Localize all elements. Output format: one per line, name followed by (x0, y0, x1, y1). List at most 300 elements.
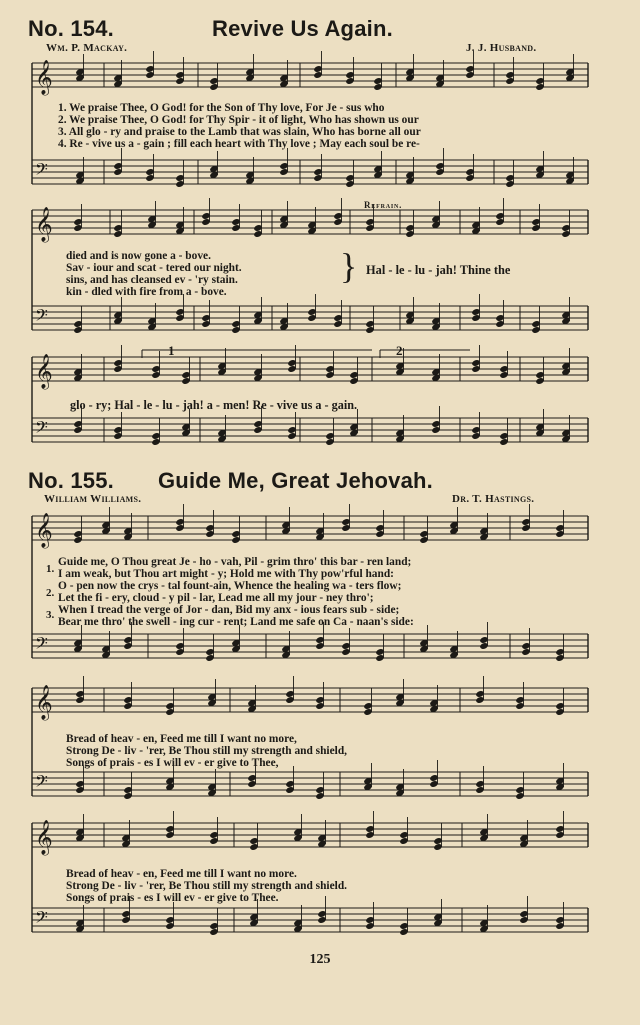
hymn-155-s2-line-3: Songs of prais - es I will ev - er give to Thee, (66, 757, 279, 769)
notehead (175, 518, 184, 526)
notehead (245, 74, 254, 82)
notehead (471, 365, 480, 373)
stanza-number-3: 3. (46, 609, 55, 621)
notehead (181, 429, 190, 437)
notehead (279, 168, 288, 176)
notehead (435, 168, 444, 176)
notehead (279, 317, 288, 325)
notehead (341, 648, 350, 656)
notehead (205, 648, 214, 656)
notehead (365, 825, 374, 833)
notehead (431, 374, 440, 382)
notehead (145, 71, 154, 79)
bass-clef-icon: 𝄢 (35, 159, 48, 183)
notehead (475, 696, 484, 704)
notehead (123, 696, 132, 704)
treble-clef-icon: 𝄞 (35, 207, 53, 242)
notehead (113, 168, 122, 176)
notehead (317, 834, 326, 842)
notehead (475, 780, 484, 788)
notehead (209, 83, 218, 91)
hymn-155-s2-line-2: Strong De - liv - 'rer, Be Thou still my strength and shield, (66, 745, 347, 757)
notehead (471, 221, 480, 229)
notehead (231, 645, 240, 653)
notehead (279, 162, 288, 170)
notehead (325, 438, 334, 446)
notehead (175, 180, 184, 188)
notehead (435, 80, 444, 88)
notehead (123, 792, 132, 800)
notehead (175, 642, 184, 650)
treble-clef-icon: 𝄞 (35, 60, 53, 95)
bass-clef-icon: 𝄢 (35, 771, 48, 795)
notehead (399, 831, 408, 839)
notehead (75, 696, 84, 704)
notehead (429, 780, 438, 788)
notehead (147, 215, 156, 223)
notehead (201, 218, 210, 226)
notehead (341, 642, 350, 650)
notehead (75, 690, 84, 698)
notehead (113, 162, 122, 170)
notehead (73, 326, 82, 334)
notehead (419, 536, 428, 544)
notehead (317, 916, 326, 924)
notehead (315, 533, 324, 541)
h154-s1-bass-staff (32, 160, 588, 184)
notehead (307, 308, 316, 316)
notehead (345, 180, 354, 188)
notehead (395, 429, 404, 437)
notehead (555, 524, 564, 532)
notehead (465, 71, 474, 79)
notehead (395, 362, 404, 370)
h155-s1-bass-staff (32, 634, 588, 658)
notehead (113, 317, 122, 325)
notehead (217, 362, 226, 370)
notehead (293, 925, 302, 933)
notehead (75, 780, 84, 788)
notehead (449, 651, 458, 659)
notehead (253, 426, 262, 434)
notehead (341, 518, 350, 526)
notehead (281, 521, 290, 529)
notehead (307, 227, 316, 235)
hymn-154-s2-line-3: sins, and has cleansed ev - 'ry stain. (66, 274, 238, 286)
notehead (217, 368, 226, 376)
notehead (231, 320, 240, 328)
notehead (281, 527, 290, 535)
notehead (449, 645, 458, 653)
notehead (121, 916, 130, 924)
notehead (535, 429, 544, 437)
notehead (217, 435, 226, 443)
notehead (561, 435, 570, 443)
notehead (373, 77, 382, 85)
notehead (433, 843, 442, 851)
notehead (435, 162, 444, 170)
notehead (395, 435, 404, 443)
notehead (247, 699, 256, 707)
notehead (75, 786, 84, 794)
notehead (471, 227, 480, 235)
notehead (113, 311, 122, 319)
refrain-label: Refrain. (364, 200, 403, 210)
hymn-155-line-1: Guide me, O Thou great Je - ho - vah, Pil - grim thro' this bar - ren land; (58, 556, 412, 568)
notehead (73, 645, 82, 653)
notehead (561, 230, 570, 238)
notehead (205, 654, 214, 662)
notehead (399, 928, 408, 936)
notehead (231, 530, 240, 538)
notehead (113, 426, 122, 434)
notehead (325, 371, 334, 379)
notehead (365, 320, 374, 328)
notehead (73, 536, 82, 544)
notehead (113, 359, 122, 367)
notehead (209, 928, 218, 936)
notehead (555, 648, 564, 656)
h154-s2-treble-staff (32, 210, 588, 234)
notehead (519, 910, 528, 918)
bass-clef-icon: 𝄢 (35, 633, 48, 657)
notehead (561, 311, 570, 319)
notehead (375, 654, 384, 662)
notehead (231, 326, 240, 334)
notehead (147, 317, 156, 325)
notehead (307, 314, 316, 322)
notehead (123, 533, 132, 541)
notehead (279, 323, 288, 331)
notehead (373, 83, 382, 91)
notehead (405, 317, 414, 325)
notehead (147, 323, 156, 331)
hymn-154-title: Revive Us Again. (212, 16, 393, 41)
notehead (231, 536, 240, 544)
notehead (249, 843, 258, 851)
notehead (73, 224, 82, 232)
h155-s2-treble-staff (32, 688, 588, 712)
notehead (165, 702, 174, 710)
hymn-155-title: Guide Me, Great Jehovah. (158, 468, 433, 493)
notehead (365, 831, 374, 839)
notehead (535, 77, 544, 85)
notehead (555, 922, 564, 930)
notehead (565, 68, 574, 76)
notehead (521, 518, 530, 526)
notehead (325, 365, 334, 373)
notehead (349, 377, 358, 385)
notehead (349, 429, 358, 437)
notehead (145, 168, 154, 176)
notehead (253, 368, 262, 376)
refrain-lyric: Hal - le - lu - jah! Thine the (366, 263, 511, 277)
notehead (499, 371, 508, 379)
notehead (287, 426, 296, 434)
notehead (521, 642, 530, 650)
notehead (405, 68, 414, 76)
notehead (315, 527, 324, 535)
notehead (495, 320, 504, 328)
notehead (555, 916, 564, 924)
notehead (555, 654, 564, 662)
notehead (281, 645, 290, 653)
first-ending-number: 1 (168, 343, 175, 358)
notehead (399, 922, 408, 930)
notehead (207, 699, 216, 707)
stanza-number-1: 1. (46, 563, 55, 575)
notehead (73, 420, 82, 428)
notehead (345, 77, 354, 85)
notehead (495, 314, 504, 322)
notehead (561, 368, 570, 376)
hymn-154-author: Wm. P. Mackay. (46, 42, 128, 54)
notehead (531, 326, 540, 334)
notehead (315, 636, 324, 644)
hymn-154-s2-line-2: Sav - iour and scat - tered our night. (66, 262, 242, 274)
notehead (419, 530, 428, 538)
notehead (205, 524, 214, 532)
notehead (431, 317, 440, 325)
notehead (175, 174, 184, 182)
hymn-154-composer: J. J. Husband. (466, 42, 537, 54)
notehead (121, 834, 130, 842)
notehead (565, 171, 574, 179)
notehead (113, 80, 122, 88)
notehead (479, 925, 488, 933)
notehead (285, 780, 294, 788)
notehead (121, 840, 130, 848)
notehead (519, 840, 528, 848)
notehead (519, 916, 528, 924)
notehead (181, 377, 190, 385)
notehead (363, 708, 372, 716)
notehead (555, 783, 564, 791)
notehead (315, 696, 324, 704)
hymn-155-line-5: When I tread the verge of Jor - dan, Bid my anx - ious fears sub - side; (58, 604, 400, 616)
notehead (73, 320, 82, 328)
notehead (209, 171, 218, 179)
bass-clef-icon: 𝄢 (35, 417, 48, 441)
notehead (101, 527, 110, 535)
notehead (499, 365, 508, 373)
notehead (363, 777, 372, 785)
notehead (515, 792, 524, 800)
notehead (349, 423, 358, 431)
notehead (73, 218, 82, 226)
notehead (465, 65, 474, 73)
notehead (181, 371, 190, 379)
notehead (287, 365, 296, 373)
notehead (279, 221, 288, 229)
notehead (405, 171, 414, 179)
notehead (101, 645, 110, 653)
notehead (113, 224, 122, 232)
notehead (341, 524, 350, 532)
notehead (565, 74, 574, 82)
notehead (175, 77, 184, 85)
notehead (287, 432, 296, 440)
notehead (253, 311, 262, 319)
notehead (151, 371, 160, 379)
notehead (175, 314, 184, 322)
notehead (217, 429, 226, 437)
notehead (429, 699, 438, 707)
notehead (123, 702, 132, 710)
notehead (145, 174, 154, 182)
notehead (75, 74, 84, 82)
notehead (479, 919, 488, 927)
notehead (471, 314, 480, 322)
notehead (209, 837, 218, 845)
notehead (231, 218, 240, 226)
notehead (555, 825, 564, 833)
notehead (375, 648, 384, 656)
hymn-155-author: William Williams. (44, 493, 142, 505)
notehead (373, 171, 382, 179)
notehead (365, 916, 374, 924)
notehead (561, 224, 570, 232)
notehead (471, 359, 480, 367)
notehead (475, 690, 484, 698)
notehead (515, 786, 524, 794)
notehead (363, 702, 372, 710)
hymn-155-number: No. 155. (28, 468, 114, 493)
treble-clef-icon: 𝄞 (35, 820, 53, 855)
second-ending-number: 2 (396, 343, 403, 358)
notehead (419, 645, 428, 653)
notehead (555, 777, 564, 785)
notehead (405, 74, 414, 82)
notehead (449, 521, 458, 529)
notehead (245, 177, 254, 185)
notehead (333, 320, 342, 328)
notehead (73, 426, 82, 434)
notehead (495, 212, 504, 220)
notehead (465, 168, 474, 176)
notehead (101, 521, 110, 529)
treble-clef-icon: 𝄞 (35, 685, 53, 720)
notehead (313, 174, 322, 182)
notehead (279, 215, 288, 223)
notehead (175, 524, 184, 532)
notehead (315, 792, 324, 800)
notehead (279, 74, 288, 82)
notehead (201, 314, 210, 322)
notehead (253, 374, 262, 382)
notehead (253, 420, 262, 428)
notehead (395, 789, 404, 797)
hymn-155-line-2: I am weak, but Thou art might - y; Hold me with Thy pow'rful hand: (58, 568, 394, 580)
treble-clef-icon: 𝄞 (35, 354, 53, 389)
notehead (479, 533, 488, 541)
notehead (175, 648, 184, 656)
notehead (373, 165, 382, 173)
treble-clef-icon: 𝄞 (35, 513, 53, 548)
hymn-155-s2-line-1: Bread of heav - en, Feed me till I want no more, (66, 733, 297, 745)
notehead (555, 831, 564, 839)
notehead (431, 323, 440, 331)
hymn-155-line-4: Let the fi - ery, cloud - y pil - lar, Lead me all my jour - ney thro'; (58, 592, 374, 604)
notehead (175, 308, 184, 316)
notehead (431, 221, 440, 229)
h155-s3-treble-staff (32, 823, 588, 847)
notehead (333, 218, 342, 226)
notehead (499, 438, 508, 446)
notehead (175, 221, 184, 229)
h154-s1-treble-staff (32, 63, 588, 87)
notehead (429, 774, 438, 782)
notehead (471, 308, 480, 316)
notehead (561, 317, 570, 325)
h155-s1-treble-staff (32, 516, 588, 540)
notehead (313, 71, 322, 79)
notehead (175, 227, 184, 235)
notehead (113, 432, 122, 440)
notehead (247, 780, 256, 788)
notehead (521, 648, 530, 656)
notehead (531, 218, 540, 226)
notehead (165, 777, 174, 785)
notehead (209, 922, 218, 930)
notehead (207, 789, 216, 797)
notehead (75, 828, 84, 836)
notehead (555, 708, 564, 716)
notehead (181, 423, 190, 431)
notehead (75, 177, 84, 185)
notehead (561, 429, 570, 437)
notehead (519, 834, 528, 842)
hymn-155-s3-line-1: Bread of heav - en, Feed me till I want no more. (66, 868, 297, 880)
notehead (479, 642, 488, 650)
hymn-155-s3-line-2: Strong De - liv - 'rer, Be Thou still my strength and shield. (66, 880, 347, 892)
notehead (313, 65, 322, 73)
notehead (405, 311, 414, 319)
notehead (375, 530, 384, 538)
notehead (75, 68, 84, 76)
notehead (479, 834, 488, 842)
notehead (113, 74, 122, 82)
notehead (535, 371, 544, 379)
notehead (75, 919, 84, 927)
notehead (315, 786, 324, 794)
notehead (535, 165, 544, 173)
notehead (317, 910, 326, 918)
notehead (535, 171, 544, 179)
notehead (405, 230, 414, 238)
notehead (395, 368, 404, 376)
hymn-154-number: No. 154. (28, 16, 114, 41)
notehead (475, 786, 484, 794)
notehead (313, 168, 322, 176)
notehead (399, 837, 408, 845)
notehead (535, 423, 544, 431)
notehead (449, 527, 458, 535)
notehead (75, 925, 84, 933)
notehead (395, 783, 404, 791)
notehead (515, 702, 524, 710)
hymn-154-verse-1: 1. We praise Thee, O God! for the Son of Thy love, For Je - sus who (58, 102, 385, 114)
notehead (175, 71, 184, 79)
notehead (151, 432, 160, 440)
notehead (73, 374, 82, 382)
notehead (231, 224, 240, 232)
notehead (555, 530, 564, 538)
notehead (253, 224, 262, 232)
notehead (479, 636, 488, 644)
bass-clef-icon: 𝄢 (35, 305, 48, 329)
notehead (165, 783, 174, 791)
